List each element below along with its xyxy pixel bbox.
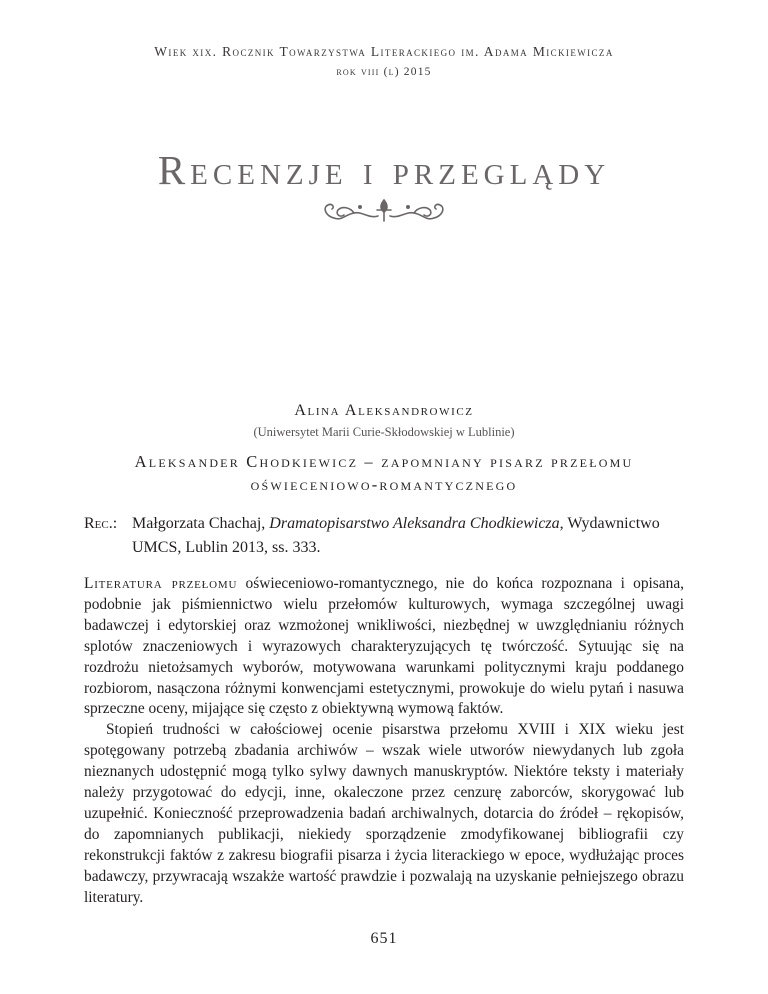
paragraph-lead: Literatura przełomu bbox=[84, 575, 238, 592]
author-affiliation: (Uniwersytet Marii Curie-Skłodowskiej w Lublinie) bbox=[253, 425, 515, 439]
article-body bbox=[84, 574, 684, 909]
paragraph-1-text: oświeceniowo-romantycznego, nie do końca rozpoznana i opisana, podobnie jak piśmiennictwo wielu przełomów kulturowych, wymaga szczególnej uwagi badawczej i edytorskiej oraz wzmożonej wnikliwości, niezbędnej w uwzględnianiu różnych splotów znaczeniowych i wyrazowych charakteryzujących tę twórczość. Sytuując się na rozdrożu nietożsamych wyborów, motywowana warunkami politycznymi kraju poddanego rozbiorom, nasączona różnymi konwencjami estetycznymi, prowokuje do wielu pytań i nasuwa sprzeczne oceny, mijające się często z obiektywną wymową faktów. bbox=[84, 575, 685, 718]
paragraph-2: Stopień trudności w całościowej ocenie pisarstwa przełomu XVIII i XIX wieku jest spotęgowany potrzebą zbadania archiwów – wszak wiele utworów niewydanych lub zgoła nieznanych udostępnić mogą tylko sylwy dawnych manuskryptów. Niektóre teksty i materiały należy przygotować do edycji, inne, okaleczone przez cenzurę zaborców, skorygować lub uzupełnić. Konieczność przeprowadzenia badań archiwalnych, dotarcia do źródeł – rękopisów, do zapomnianych publikacji, niekiedy sporządzenie zmodyfikowanej bibliografii czy rekonstrukcji faktów z zakresu biografii pisarza i życia literackiego w epoce, wydłużając proces badawczy, przywracają wszakże wartość prawdzie i pozwalają na uzyskanie pełniejszego obrazu literatury. bbox=[84, 721, 684, 906]
reviewed-publisher: , Wydawnictwo UMCS, Lublin 2013, ss. 333. bbox=[132, 515, 660, 556]
article-author: Alina Aleksandrowicz bbox=[294, 402, 474, 419]
paragraph-1 bbox=[84, 574, 684, 720]
reviewed-author: Małgorzata Chachaj, bbox=[132, 515, 266, 532]
issue-info: rok viii (l) 2015 bbox=[336, 66, 432, 78]
journal-title: Wiek xix. Rocznik Towarzystwa Literackiego im. Adama Mickiewicza bbox=[154, 44, 614, 59]
page-number: 651 bbox=[370, 930, 398, 947]
article-title-line-2: oświeceniowo-romantycznego bbox=[250, 475, 518, 494]
reviewed-title: Dramatopisarstwo Aleksandra Chodkiewicza bbox=[269, 515, 560, 532]
review-label: Rec.: bbox=[84, 515, 118, 532]
reviewed-book-citation bbox=[132, 512, 684, 560]
reviewed-book bbox=[84, 512, 684, 560]
floral-divider-icon bbox=[314, 196, 454, 226]
section-title: Recenzje i przeglądy bbox=[157, 147, 611, 193]
article-title bbox=[84, 450, 684, 496]
article-title-line-1: Aleksander Chodkiewicz – zapomniany pisarz przełomu bbox=[134, 452, 634, 471]
